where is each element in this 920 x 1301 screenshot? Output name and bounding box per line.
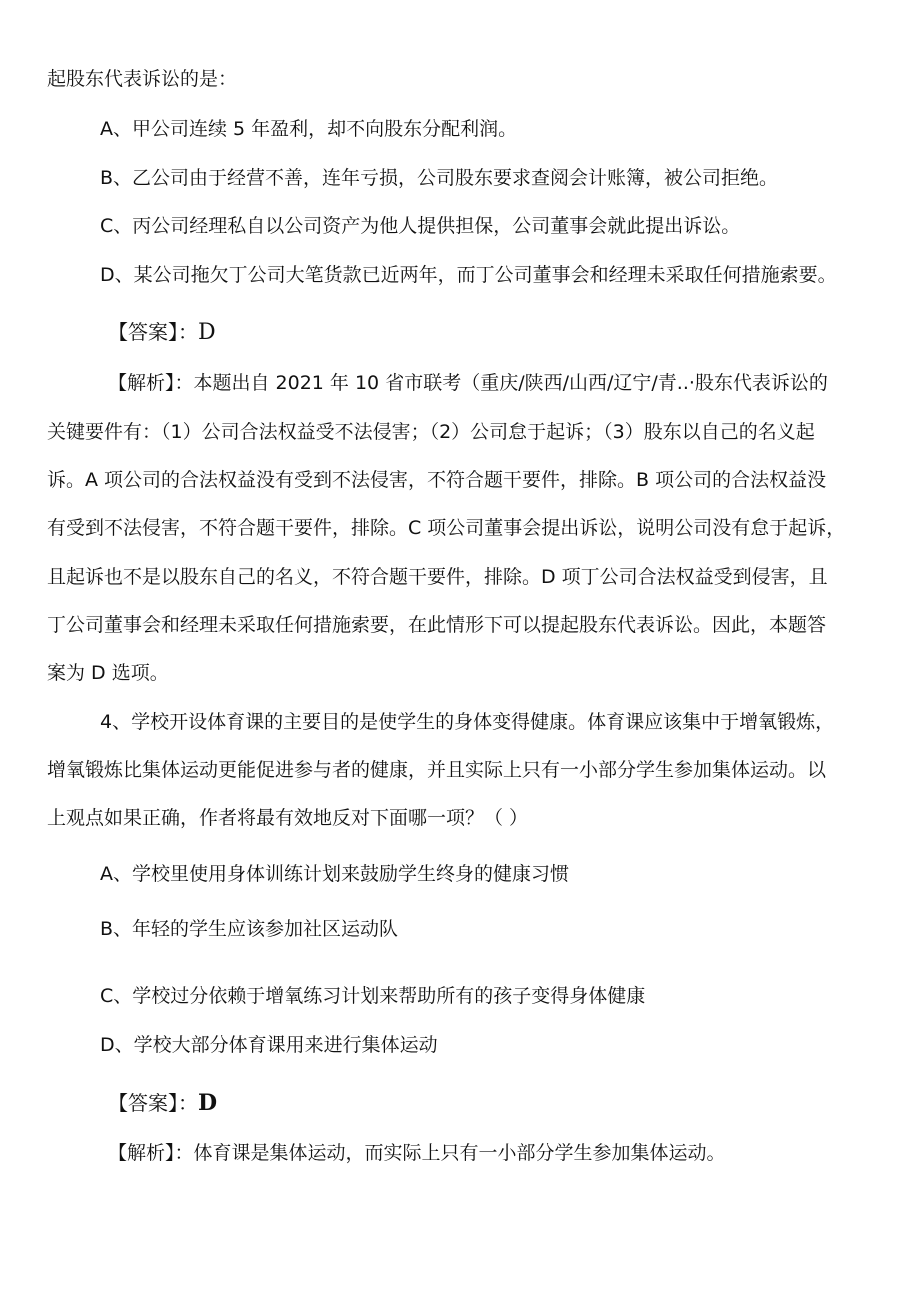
q4-stem-line-1: 4、学校开设体育课的主要目的是使学生的身体变得健康。体育课应该集中于增氧锻炼，	[100, 711, 835, 733]
q3-explanation-line-4: 有受到不法侵害，不符合题干要件，排除。C 项公司董事会提出诉讼，说明公司没有怠于起诉，	[47, 517, 846, 539]
q4-answer-value: D	[198, 1090, 218, 1116]
q3-answer-label: 【答案】：	[108, 320, 198, 344]
q3-option-b: B、乙公司由于经营不善，连年亏损，公司股东要求查阅会计账簿，被公司拒绝。	[100, 167, 779, 189]
q3-option-d: D、某公司拖欠丁公司大笔货款已近两年，而丁公司董事会和经理未采取任何措施索要。	[100, 264, 837, 286]
q4-answer	[108, 1091, 217, 1115]
q4-stem-line-3: 上观点如果正确，作者将最有效地反对下面哪一项？（ ）	[47, 807, 529, 829]
q3-explanation-line-6: 丁公司董事会和经理未采取任何措施索要，在此情形下可以提起股东代表诉讼。因此，本题答	[47, 614, 827, 636]
q3-explanation-line-7: 案为 D 选项。	[47, 662, 169, 684]
q3-explanation-line-5: 且起诉也不是以股东自己的名义，不符合题干要件，排除。D 项丁公司合法权益受到侵害，且	[47, 566, 828, 588]
q3-option-c: C、丙公司经理私自以公司资产为他人提供担保，公司董事会就此提出诉讼。	[100, 215, 741, 237]
q4-option-a: A、学校里使用身体训练计划来鼓励学生终身的健康习惯	[100, 863, 569, 885]
q3-option-a: A、甲公司连续 5 年盈利，却不向股东分配利润。	[100, 118, 518, 140]
q3-stem-tail: 起股东代表诉讼的是：	[47, 68, 238, 90]
q3-explanation-line-1: 【解析】：本题出自 2021 年 10 省市联考（重庆/陕西/山西/辽宁/青..·股东代表诉讼的	[108, 372, 828, 394]
q4-explanation: 【解析】：体育课是集体运动，而实际上只有一小部分学生参加集体运动。	[108, 1142, 726, 1164]
q3-answer-value: D	[198, 320, 216, 345]
q4-stem-line-2: 增氧锻炼比集体运动更能促进参与者的健康，并且实际上只有一小部分学生参加集体运动。以	[47, 759, 827, 781]
q3-explanation-line-3: 诉。A 项公司的合法权益没有受到不法侵害，不符合题干要件，排除。B 项公司的合法权益没	[47, 469, 827, 491]
q4-option-d: D、学校大部分体育课用来进行集体运动	[100, 1034, 438, 1056]
q4-answer-label: 【答案】：	[108, 1091, 198, 1115]
q4-option-c: C、学校过分依赖于增氧练习计划来帮助所有的孩子变得身体健康	[100, 985, 646, 1007]
q3-explanation-line-2: 关键要件有：（1）公司合法权益受不法侵害；（2）公司怠于起诉；（3）股东以自己的名义起	[47, 421, 815, 443]
q4-option-b: B、年轻的学生应该参加社区运动队	[100, 918, 399, 940]
q3-answer	[108, 320, 216, 345]
